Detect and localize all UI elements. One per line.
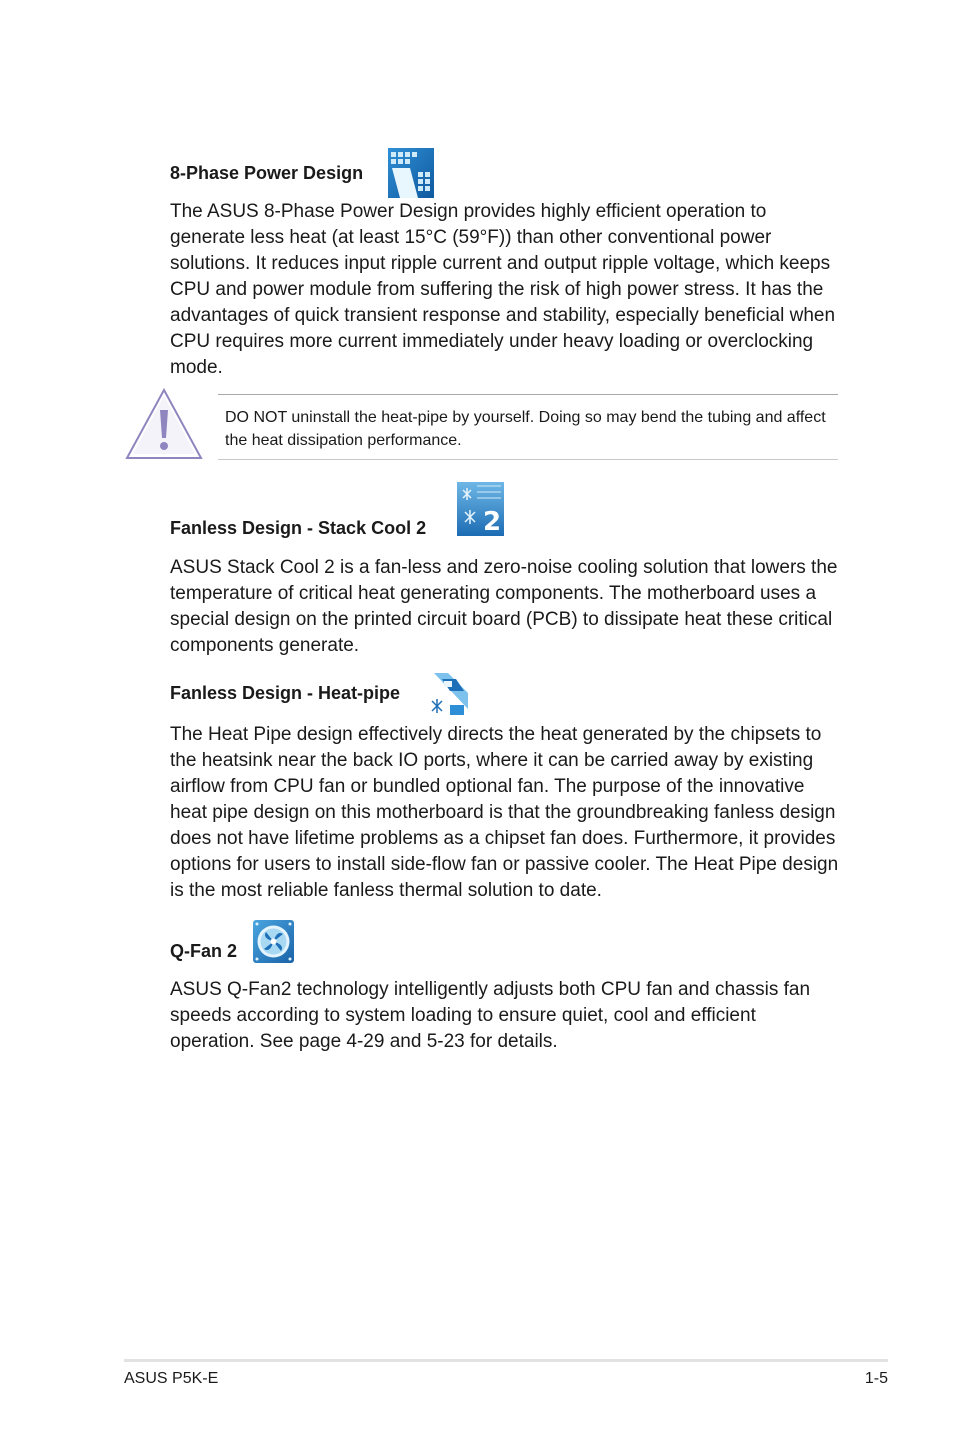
power-design-icon xyxy=(388,148,434,198)
footer-rule xyxy=(124,1359,888,1362)
section-title-power-design: 8-Phase Power Design xyxy=(170,163,364,183)
caution-text: DO NOT uninstall the heat-pipe by yourself. Doing so may bend the tubing and affect the heat dissipation performance. xyxy=(225,409,826,449)
heat-pipe-icon xyxy=(428,669,472,719)
caution-icon xyxy=(124,386,204,462)
section-title-heat-pipe: Fanless Design - Heat-pipe xyxy=(170,683,401,703)
caution-box xyxy=(218,394,838,460)
section-body-q-fan-2: ASUS Q-Fan2 technology intelligently adjusts both CPU fan and chassis fan speeds according to system loading to ensure quiet, cool and efficient operation. See page 4-29 and 5-23 for details. xyxy=(170,979,811,1052)
stack-cool-2-icon xyxy=(457,482,504,536)
section-body-power-design: The ASUS 8-Phase Power Design provides highly efficient operation to generate less heat (at least 15°C (59°F)) than other conventional power solutions. It reduces input ripple current and output ripple voltage, which keeps CPU and power module from suffering the risk of high power stress. It has the advantages of quick transient response and stability, especially beneficial when CPU requires more current immediately under heavy loading or overclocking mode. xyxy=(170,201,836,378)
section-body-heat-pipe: The Heat Pipe design effectively directs the heat generated by the chipsets to the heatsink near the back IO ports, where it can be carried away by existing airflow from CPU fan or bundled optional fan. The purpose of the innovative heat pipe design on this motherboard is that the groundbreaking fanless design does not have lifetime problems as a chipset fan does. Furthermore, it provides options for users to install side-flow fan or passive cooler. The Heat Pipe design is the most reliable fanless thermal solution to date. xyxy=(170,724,839,901)
section-title-q-fan-2: Q-Fan 2 xyxy=(170,941,238,961)
q-fan-2-icon xyxy=(253,920,294,963)
footer-page-number: 1-5 xyxy=(864,1370,888,1387)
section-title-stack-cool-2: Fanless Design - Stack Cool 2 xyxy=(170,518,427,538)
footer-product-name: ASUS P5K-E xyxy=(124,1370,219,1387)
svg-text:2: 2 xyxy=(483,507,502,536)
section-body-stack-cool-2: ASUS Stack Cool 2 is a fan-less and zero-noise cooling solution that lowers the temperature of critical heat generating components. The motherboard uses a special design on the printed circuit board (PCB) to dissipate heat these critical components generate. xyxy=(170,557,838,656)
